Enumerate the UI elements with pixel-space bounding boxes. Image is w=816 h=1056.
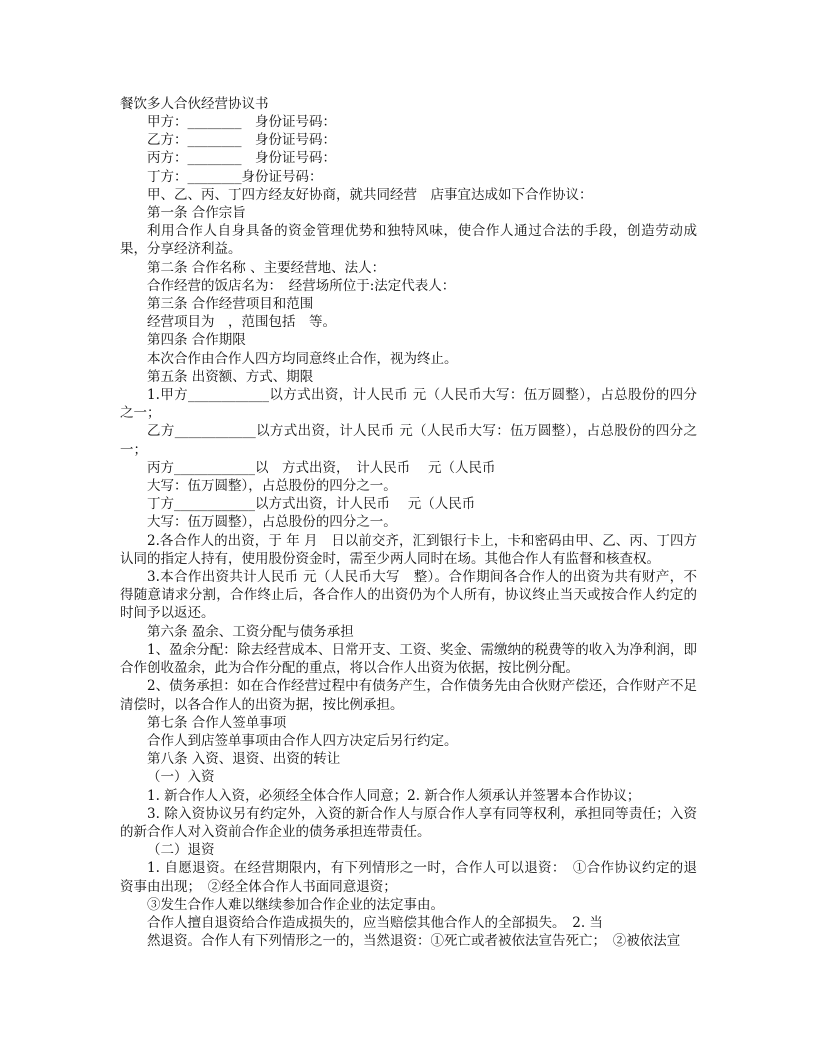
article-2-text: 合作经营的饭店名为： 经营场所位于:法定代表人： (147, 277, 456, 294)
article-6-clause-1: 1、盈余分配：除去经营成本、日常开支、工资、奖金、需缴纳的税费等的收入为净利润，即合作创收盈余，此为合作分配的重点，将以合作人出资为依据，按比例分配。 (120, 641, 697, 677)
article-8-section-2-clause-1: 1. 自愿退资。在经营期限内，有下列情形之一时，合作人可以退资： ①合作协议约定的退资事由出现； ②经全体合作人书面同意退资； (120, 860, 697, 895)
article-6-clause-2: 2、债务承担：如在合作经营过程中有债务产生，合作债务先由合伙财产偿还，合作财产不足清偿时，以各合作人的出资为据，按比例承担。 (120, 678, 697, 713)
article-8-section-2-clause-1-item-3: ③发生合作人难以继续参加合作企业的法定事由。 (147, 896, 444, 913)
article-5-party-d: 丁方____________以方式出资，计人民币 元（人民币 (147, 496, 476, 513)
article-7-text: 合作人到店签单事项由合作人四方决定后另行约定。 (147, 732, 458, 749)
article-3-heading: 第三条 合作经营项目和范围 (147, 296, 314, 313)
article-5-clause-3: 3.本合作出资共计人民币 元（人民币大写 整）。合作期间各合作人的出资为共有财产，不得随意请求分割，合作终止后，各合作人的出资仍为个人所有，协议终止当天或按合作人约定的时间予以返还。 (120, 569, 697, 622)
article-5-party-d-cont: 大写：伍万圆整），占总股份的四分之一。 (147, 514, 397, 531)
article-8-section-2-liability: 合作人擅自退资给合作造成损失的，应当赔偿其他合作人的全部损失。 2. 当 (147, 914, 603, 931)
article-2-heading: 第二条 合作名称 、主要经营地、法人： (147, 259, 386, 276)
document-body (120, 113, 697, 950)
article-3-text: 经营项目为 ，范围包括 等。 (147, 314, 336, 331)
article-8-section-1-clauses-1-2: 1. 新合作人入资，必须经全体合作人同意；2. 新合作人须承认并签署本合作协议； (147, 787, 641, 804)
article-4-text: 本次合作由合作人四方均同意终止合作，视为终止。 (147, 350, 458, 367)
party-c-line: 丙方：________ 身份证号码： (147, 150, 336, 167)
article-8-section-1-heading: （一）入资 (147, 769, 215, 786)
article-7-heading: 第七条 合作人签单事项 (147, 714, 287, 731)
article-8-section-2-clause-2: 然退资。合作人有下列情形之一的，当然退资：①死亡或者被依法宣告死亡； ②被依法宣 (147, 933, 681, 950)
document-title: 餐饮多人合伙经营协议书 (120, 96, 269, 112)
article-8-section-2-heading: （二）退资 (147, 842, 215, 859)
article-8-section-1-clause-3: 3. 除入资协议另有约定外，入资的新合作人与原合作人享有同等权利，承担同等责任；入资的新合作人对入资前合作企业的债务承担连带责任。 (120, 805, 697, 840)
party-d-line: 丁方：________身份证号码： (147, 168, 323, 185)
party-b-line: 乙方：________ 身份证号码： (147, 132, 336, 149)
article-5-party-c: 丙方____________以 方式出资， 计人民币 元（人民币 (147, 459, 496, 476)
article-5-heading: 第五条 出资额、方式、期限 (147, 368, 314, 385)
article-1-heading: 第一条 合作宗旨 (147, 205, 246, 222)
article-5-party-b: 乙方____________以方式出资，计人民币 元（人民币大写：伍万圆整），占总股份的四分之一； (120, 423, 697, 458)
preamble: 甲、乙、丙、丁四方经友好协商，就共同经营 店事宜达成如下合作协议： (147, 186, 593, 203)
article-5-party-a: 1.甲方____________以方式出资，计人民币 元（人民币大写：伍万圆整），占总股份的四分之一； (120, 387, 697, 422)
article-8-heading: 第八条 入资、退资、出资的转让 (147, 751, 341, 768)
article-4-heading: 第四条 合作期限 (147, 332, 246, 349)
article-5-clause-2: 2.各合作人的出资，于 年 月 日以前交齐，汇到银行卡上，卡和密码由甲、乙、丙、丁四方认同的指定人持有，使用股份资金时，需至少两人同时在场。其他合作人有监督和核查权。 (120, 532, 697, 567)
article-5-party-c-cont: 大写：伍万圆整），占总股份的四分之一。 (147, 478, 397, 495)
article-6-heading: 第六条 盈余、工资分配与债务承担 (147, 623, 354, 640)
article-1-text: 利用合作人自身具备的资金管理优势和独特风味，使合作人通过合法的手段，创造劳动成果，分享经济利益。 (120, 223, 697, 258)
party-a-line: 甲方：________ 身份证号码： (147, 114, 336, 130)
